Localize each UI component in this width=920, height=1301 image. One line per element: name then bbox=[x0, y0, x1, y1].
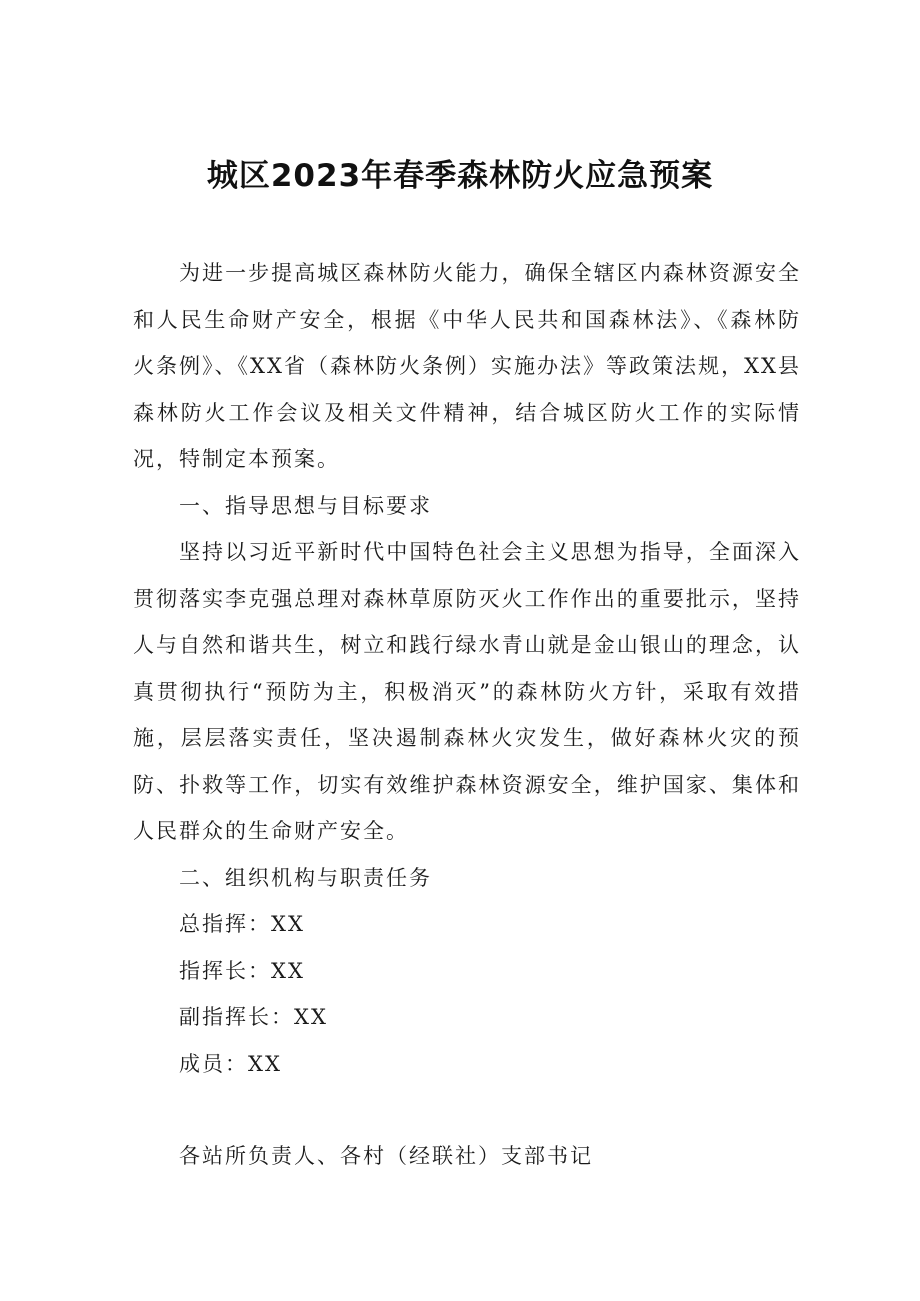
deputy-commander-line: 副指挥长：XX bbox=[179, 1005, 328, 1029]
intro-paragraph: 为进一步提高城区森林防火能力，确保全辖区内森林资源安全和人民生命财产安全，根据《中华人民共和国森林法》、《森林防火条例》、《XX省（森林防火条例）实施办法》等政策法规，XX县森林防火工作会议及相关文件精神，结合城区防火工作的实际情况，特制定本预案。 bbox=[133, 261, 801, 471]
document-title: 城区2023年春季森林防火应急预案 bbox=[206, 158, 714, 194]
document-body bbox=[133, 250, 801, 1180]
section-heading-organization: 二、组织机构与职责任务 bbox=[179, 865, 432, 890]
members-detail-line: 各站所负责人、各村（经联社）支部书记 bbox=[179, 1144, 593, 1168]
commander-line: 指挥长：XX bbox=[179, 958, 305, 983]
spacer bbox=[133, 1087, 801, 1133]
commander-in-chief-line: 总指挥：XX bbox=[179, 912, 305, 936]
guiding-principles-paragraph: 坚持以习近平新时代中国特色社会主义思想为指导，全面深入贯彻落实李克强总理对森林草原防灭火工作作出的重要批示，坚持人与自然和谐共生，树立和践行绿水青山就是金山银山的理念，认真贯彻执行“预防为主，积极消灭”的森林防火方针，采取有效措施，层层落实责任，坚决遏制森林火灾发生，做好森林火灾的预防、扑救等工作，切实有效维护森林资源安全，维护国家、集体和人民群众的生命财产安全。 bbox=[133, 540, 801, 843]
members-line: 成员：XX bbox=[179, 1051, 282, 1076]
section-heading-guiding-principles: 一、指导思想与目标要求 bbox=[179, 493, 432, 518]
